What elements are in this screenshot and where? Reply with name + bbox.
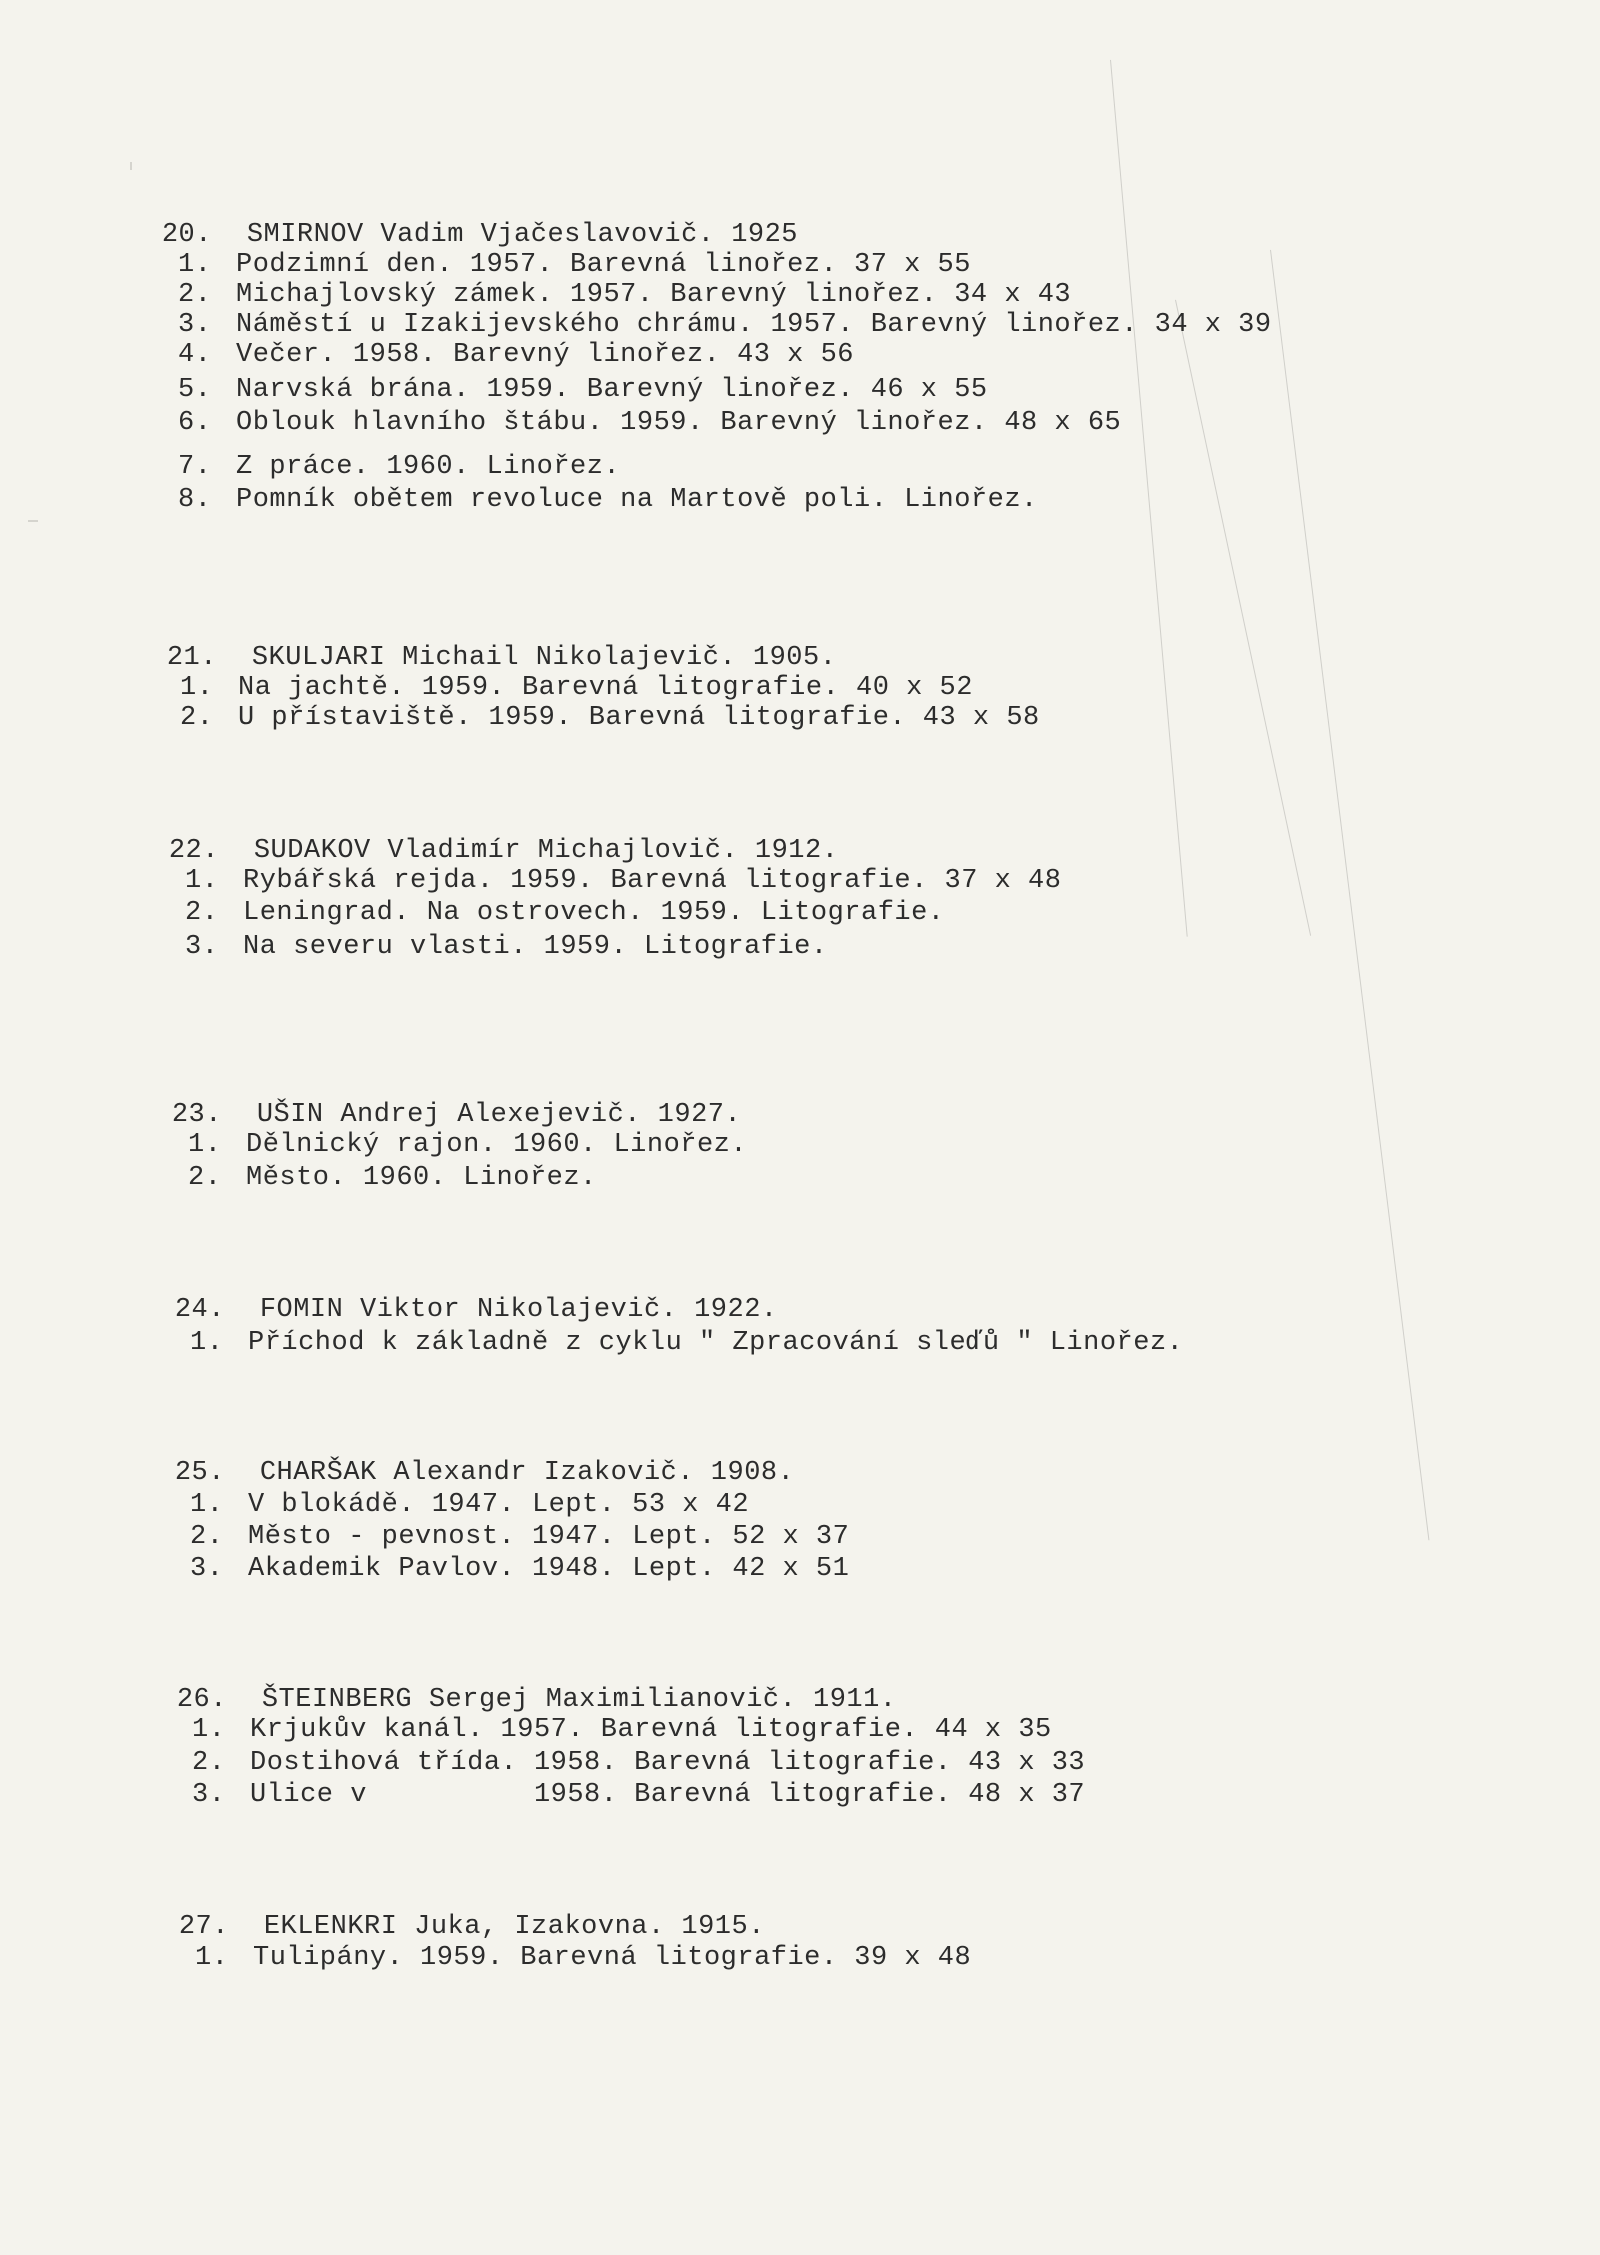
work-text: Pomník obětem revoluce na Martově poli. Linořez. [236, 485, 1038, 515]
artist-name: CHARŠAK Alexandr Izakovič. 1908. [259, 1458, 795, 1488]
work-number: 3. [192, 1780, 226, 1810]
work-text: Město - pevnost. 1947. Lept. 52 x 37 [248, 1522, 850, 1552]
work-text: Na jachtě. 1959. Barevná litografie. 40 x 52 [238, 673, 973, 703]
work-number: 2. [185, 898, 219, 928]
work-number: 1. [178, 250, 212, 280]
work-number: 2. [190, 1522, 224, 1552]
artist-name: ŠTEINBERG Sergej Maximilianovič. 1911. [261, 1685, 897, 1715]
work-text: U přístaviště. 1959. Barevná litografie. 43 x 58 [238, 703, 1040, 733]
work-item [190, 1490, 749, 1520]
work-text: Oblouk hlavního štábu. 1959. Barevný linořez. 48 x 65 [236, 408, 1122, 438]
work-item [190, 1328, 1183, 1358]
work-text: Podzimní den. 1957. Barevná linořez. 37 x 55 [236, 250, 971, 280]
work-number: 5. [178, 375, 212, 405]
work-number: 3. [178, 310, 212, 340]
work-text: Dělnický rajon. 1960. Linořez. [246, 1130, 748, 1160]
work-text: V blokádě. 1947. Lept. 53 x 42 [248, 1490, 750, 1520]
work-item [178, 340, 854, 370]
work-text: Michajlovský zámek. 1957. Barevný linořez. 34 x 43 [236, 280, 1072, 310]
work-text: Město. 1960. Linořez. [246, 1163, 597, 1193]
work-number: 7. [178, 452, 212, 482]
work-number: 1. [195, 1943, 229, 1973]
artist-name: UŠIN Andrej Alexejevič. 1927. [256, 1100, 742, 1130]
work-item [185, 898, 945, 928]
work-item [178, 452, 620, 482]
work-item [178, 375, 988, 405]
work-number: 3. [190, 1554, 224, 1584]
work-text: Večer. 1958. Barevný linořez. 43 x 56 [236, 340, 854, 370]
artist-name: EKLENKRI Juka, Izakovna. 1915. [263, 1912, 765, 1942]
entry-number: 25. [174, 1458, 225, 1488]
work-item [185, 932, 828, 962]
pencil-stroke [1110, 60, 1188, 937]
entry-number: 26. [176, 1685, 227, 1715]
work-item [178, 280, 1071, 310]
work-text: Tulipány. 1959. Barevná litografie. 39 x 48 [253, 1943, 972, 1973]
work-item [185, 866, 1061, 896]
pencil-stroke [1175, 300, 1311, 936]
entry-number: 22. [168, 836, 219, 866]
work-item [188, 1163, 597, 1193]
work-number: 3. [185, 932, 219, 962]
entry-number: 23. [171, 1100, 222, 1130]
entry-number: 27. [178, 1912, 229, 1942]
paper-mark [130, 162, 132, 170]
work-number: 2. [180, 703, 214, 733]
work-item [178, 310, 1272, 340]
work-text: Na severu vlasti. 1959. Litografie. [243, 932, 828, 962]
work-number: 2. [188, 1163, 222, 1193]
work-item [178, 250, 971, 280]
work-text: Rybářská rejda. 1959. Barevná litografie. 37 x 48 [243, 866, 1062, 896]
pencil-stroke [1270, 250, 1429, 1540]
work-item [180, 703, 1040, 733]
artist-name: SUDAKOV Vladimír Michajlovič. 1912. [253, 836, 839, 866]
work-item [192, 1780, 1085, 1810]
work-item [180, 673, 973, 703]
work-item [178, 485, 1038, 515]
work-item [195, 1943, 971, 1973]
work-item [192, 1748, 1085, 1778]
work-number: 6. [178, 408, 212, 438]
work-number: 2. [192, 1748, 226, 1778]
work-number: 8. [178, 485, 212, 515]
work-text: Dostihová třída. 1958. Barevná litografie. 43 x 33 [250, 1748, 1086, 1778]
work-item [192, 1715, 1052, 1745]
work-number: 1. [185, 866, 219, 896]
work-number: 2. [178, 280, 212, 310]
work-number: 1. [190, 1490, 224, 1520]
work-text: Narvská brána. 1959. Barevný linořez. 46 x 55 [236, 375, 988, 405]
work-item [188, 1130, 747, 1160]
work-item [190, 1522, 849, 1552]
work-item [178, 408, 1121, 438]
work-text: Náměstí u Izakijevského chrámu. 1957. Barevný linořez. 34 x 39 [236, 310, 1272, 340]
work-number: 4. [178, 340, 212, 370]
work-number: 1. [188, 1130, 222, 1160]
work-number: 1. [192, 1715, 226, 1745]
entry-number: 21. [166, 643, 217, 673]
work-text: Krjukův kanál. 1957. Barevná litografie. 44 x 35 [250, 1715, 1052, 1745]
artist-name: SMIRNOV Vadim Vjačeslavovič. 1925 [246, 220, 798, 250]
work-number: 1. [190, 1328, 224, 1358]
work-text: Ulice v 1958. Barevná litografie. 48 x 37 [250, 1780, 1086, 1810]
work-item [190, 1554, 849, 1584]
entry-number: 24. [174, 1295, 225, 1325]
work-text: Z práce. 1960. Linořez. [236, 452, 621, 482]
work-text: Příchod k základně z cyklu " Zpracování sleďů " Linořez. [248, 1328, 1184, 1358]
artist-name: SKULJARI Michail Nikolajevič. 1905. [251, 643, 837, 673]
entry-number: 20. [161, 220, 212, 250]
artist-name: FOMIN Viktor Nikolajevič. 1922. [259, 1295, 778, 1325]
paper-mark [28, 520, 38, 522]
work-text: Leningrad. Na ostrovech. 1959. Litografie. [243, 898, 945, 928]
work-number: 1. [180, 673, 214, 703]
work-text: Akademik Pavlov. 1948. Lept. 42 x 51 [248, 1554, 850, 1584]
